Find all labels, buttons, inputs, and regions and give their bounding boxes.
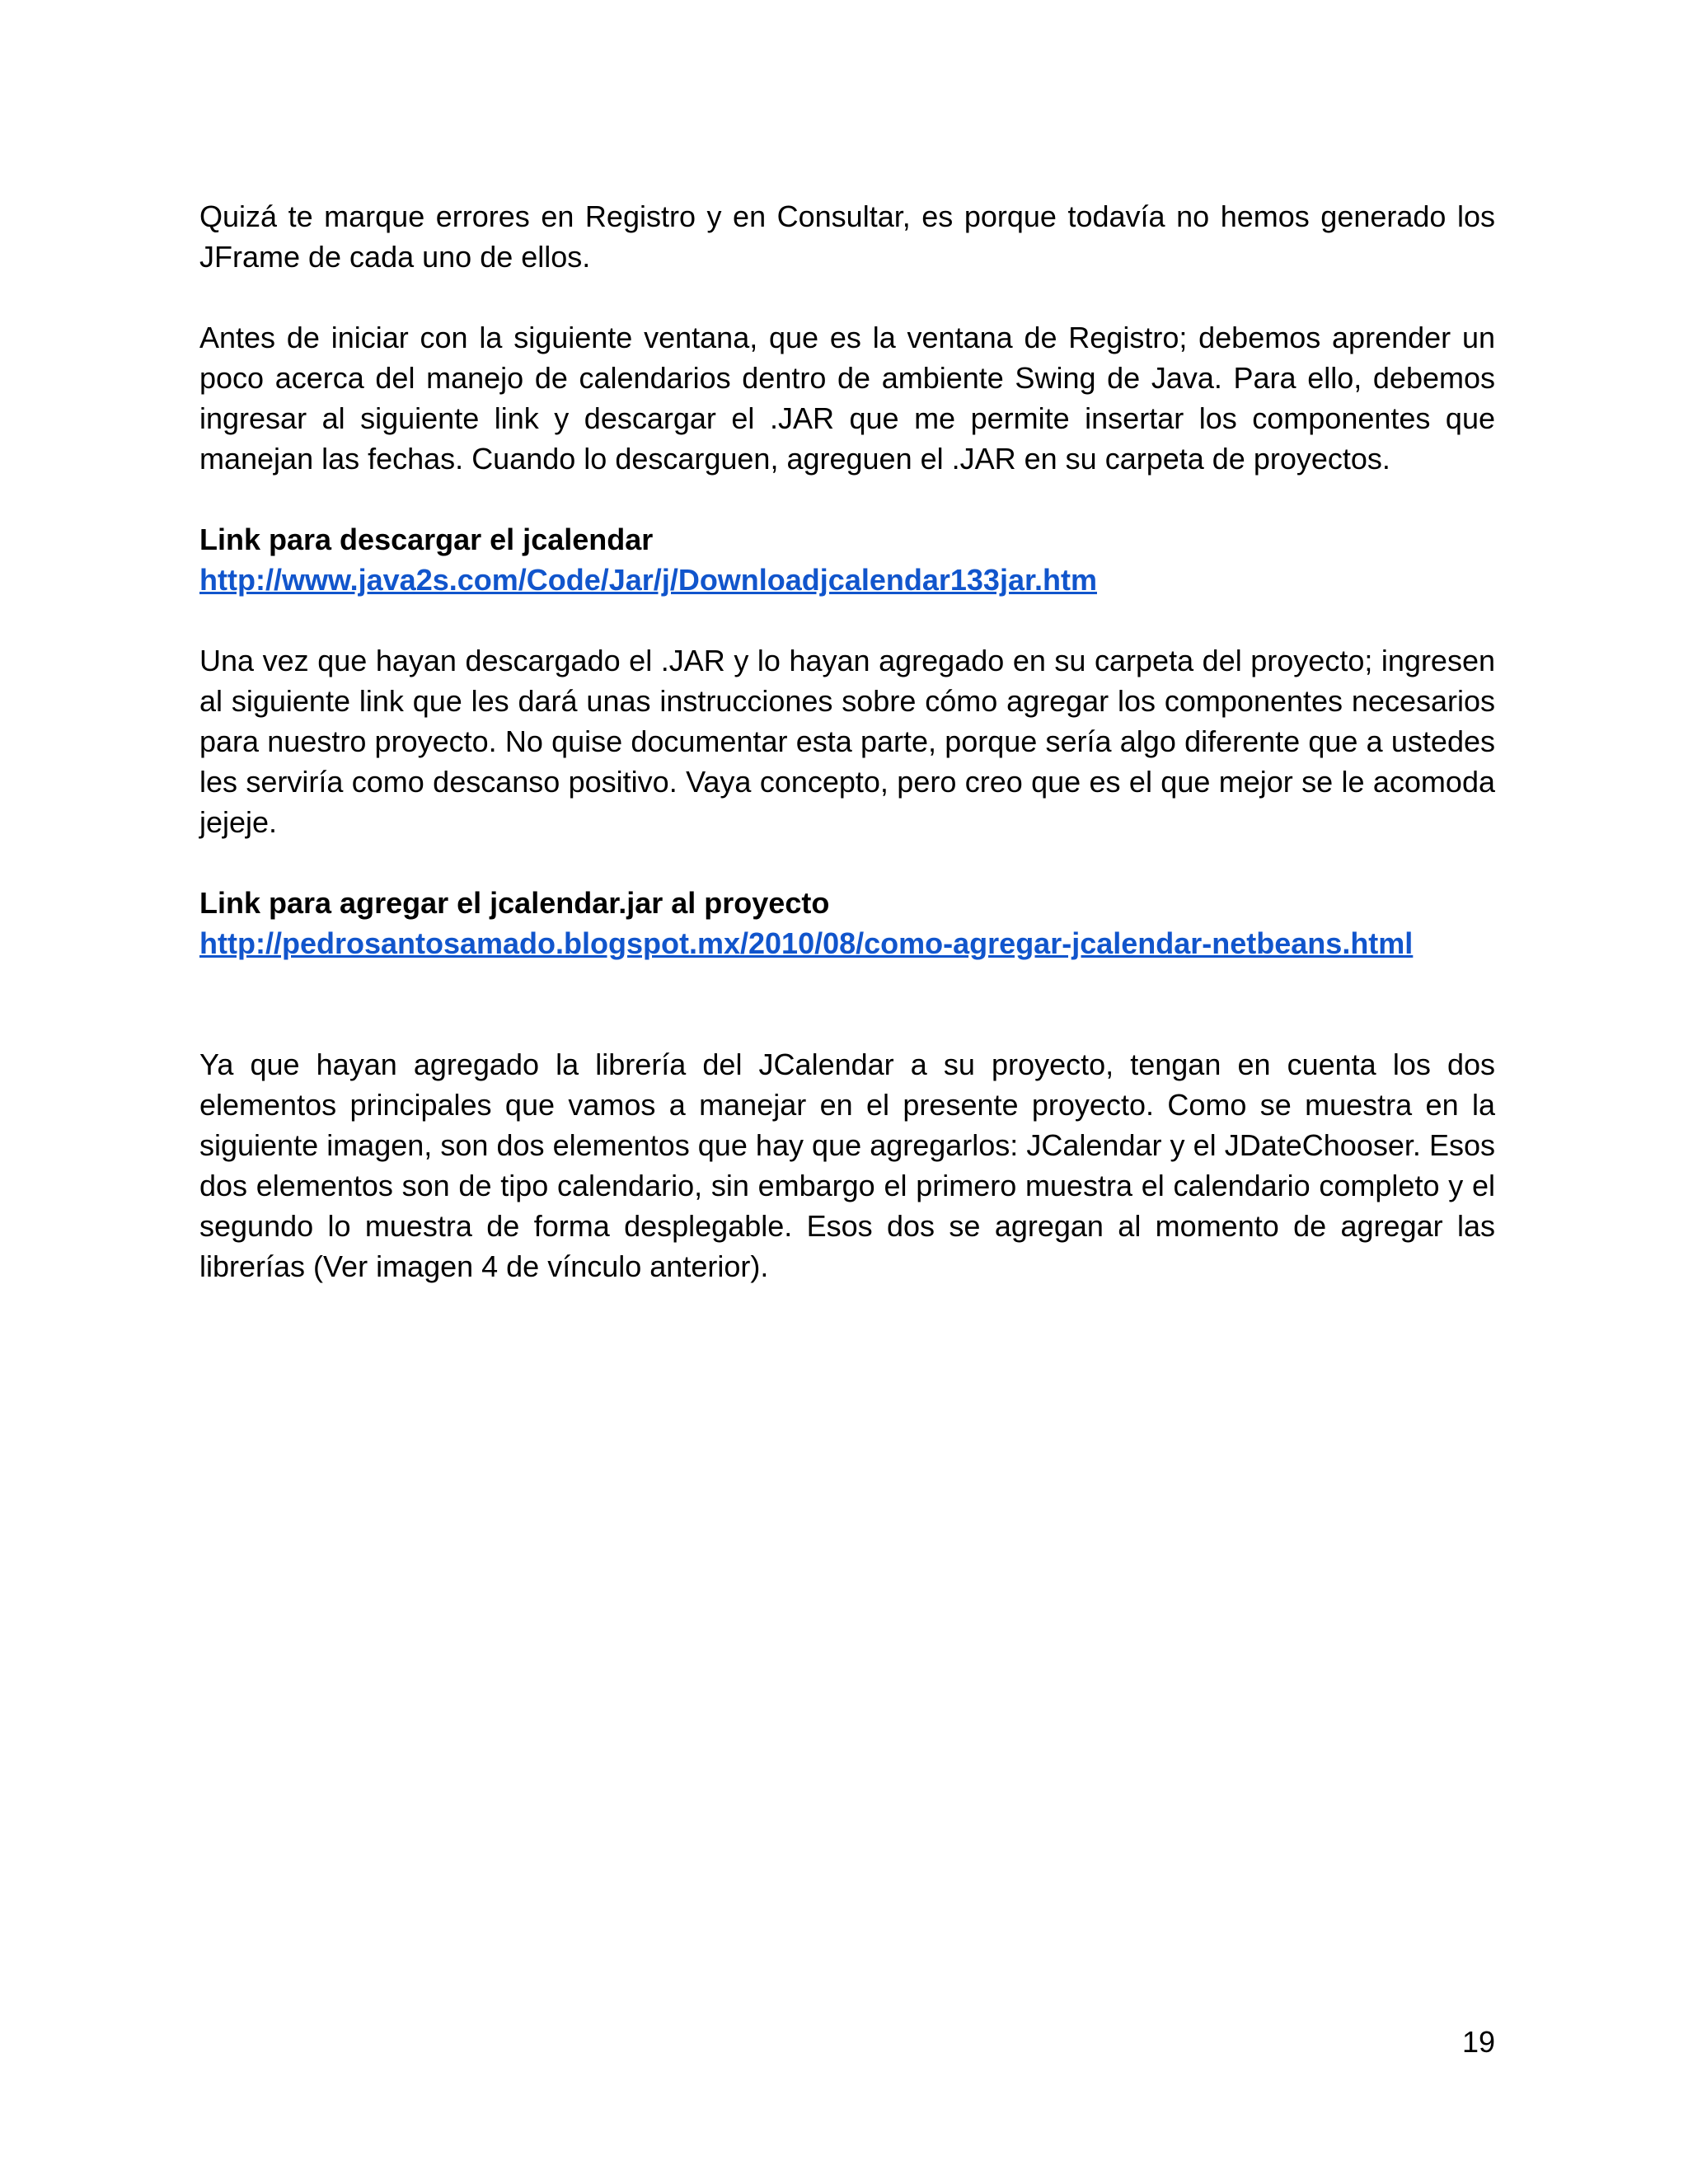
heading-download-jcalendar: Link para descargar el jcalendar	[199, 523, 654, 556]
spacer	[199, 963, 1495, 1044]
spacer	[199, 479, 1495, 519]
heading-add-jcalendar: Link para agregar el jcalendar.jar al proyecto	[199, 886, 830, 920]
paragraph-calendar-intro: Antes de iniciar con la siguiente ventana, que es la ventana de Registro; debemos aprender un poco acerca del manejo de calendarios dentro de ambiente Swing de Java. Para ello, debemos ingresar al siguiente link y descargar el .JAR que me permite insertar los componentes que manejan las fechas. Cuando lo descarguen, agreguen el .JAR en su carpeta de proyectos.	[199, 321, 1495, 476]
spacer	[199, 600, 1495, 640]
document-body	[199, 196, 1495, 1286]
link-download-jcalendar[interactable]: http://www.java2s.com/Code/Jar/j/Downloadjcalendar133jar.htm	[199, 563, 1097, 597]
paragraph-errors-note: Quizá te marque errores en Registro y en Consultar, es porque todavía no hemos generado los JFrame de cada uno de ellos.	[199, 199, 1495, 274]
link-add-jcalendar[interactable]: http://pedrosantosamado.blogspot.mx/2010/08/como-agregar-jcalendar-netbeans.html	[199, 926, 1414, 960]
paragraph-add-components: Una vez que hayan descargado el .JAR y lo hayan agregado en su carpeta del proyecto; ingresen al siguiente link que les dará unas instrucciones sobre cómo agregar los componentes necesarios para nuestro proyecto. No quise documentar esta parte, porque sería algo diferente que a ustedes les serviría como descanso positivo. Vaya concepto, pero creo que es el que mejor se le acomoda jejeje.	[199, 644, 1495, 839]
paragraph-jcalendar-elements: Ya que hayan agregado la librería del JCalendar a su proyecto, tengan en cuenta los dos elementos principales que vamos a manejar en el presente proyecto. Como se muestra en la siguiente imagen, son dos elementos que hay que agregarlos: JCalendar y el JDateChooser. Esos dos elementos son de tipo calendario, sin embargo el primero muestra el calendario completo y el segundo lo muestra de forma desplegable. Esos dos se agregan al momento de agregar las librerías (Ver imagen 4 de vínculo anterior).	[199, 1047, 1495, 1283]
page-number: 19	[1461, 2025, 1495, 2059]
spacer	[199, 277, 1495, 317]
spacer	[199, 842, 1495, 883]
